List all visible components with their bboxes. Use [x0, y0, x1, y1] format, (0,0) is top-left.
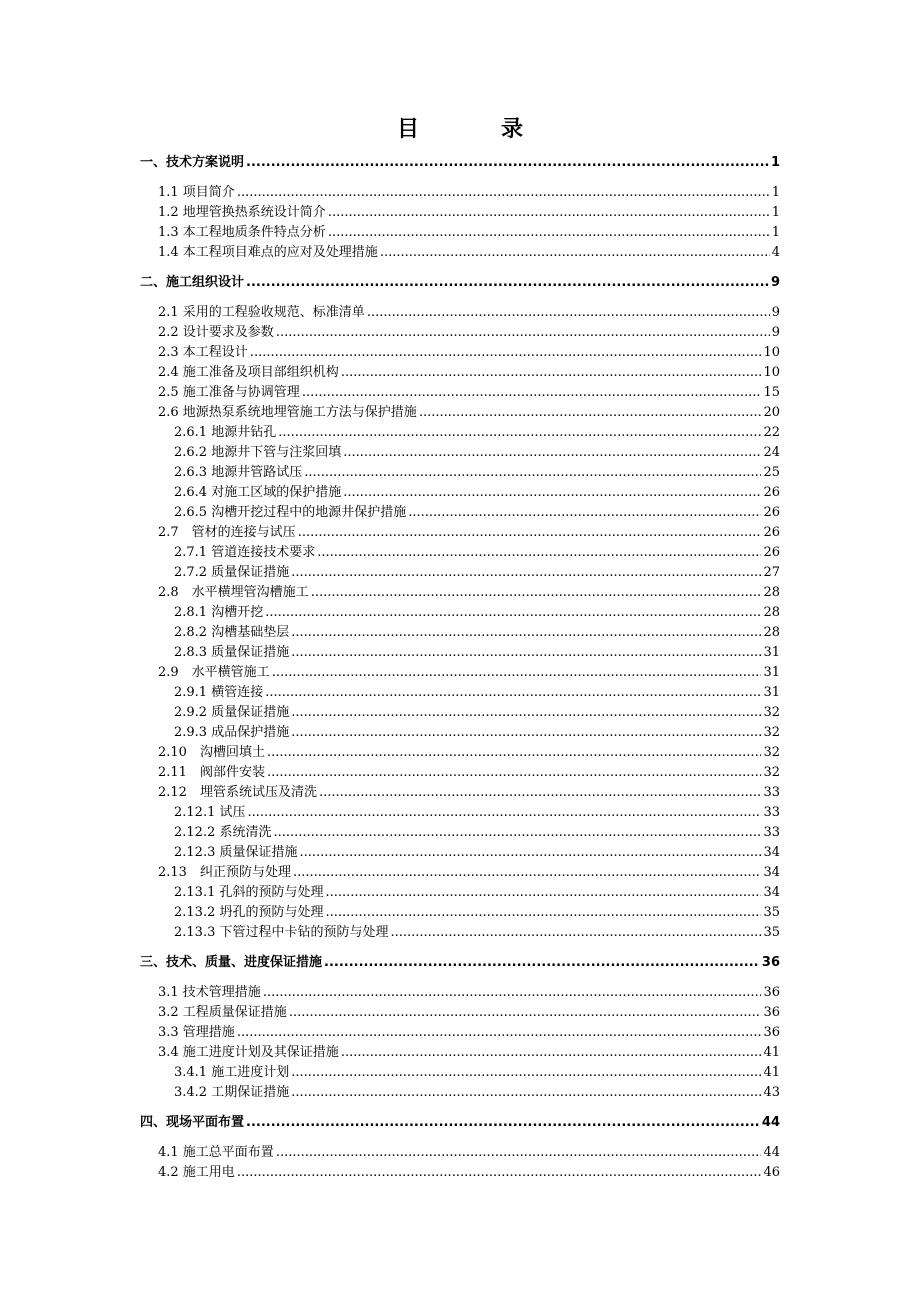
toc-entry[interactable]: [140, 1003, 780, 1023]
toc-entry[interactable]: [140, 903, 780, 923]
toc-entry-page-number: 31: [763, 645, 780, 660]
toc-entry[interactable]: [140, 663, 780, 683]
table-of-contents: [140, 153, 780, 1183]
toc-entry-label: 2.13.1 孔斜的预防与处理: [174, 885, 324, 900]
toc-entry-label: 2.6 地源热泵系统地埋管施工方法与保护措施: [158, 405, 417, 420]
toc-entry-label: 3.4.2 工期保证措施: [174, 1085, 290, 1100]
toc-dot-leader: [319, 783, 762, 803]
toc-entry-page-number: 1: [771, 185, 780, 200]
toc-dot-leader: [317, 543, 761, 563]
toc-entry-label: 2.3 本工程设计: [158, 345, 248, 360]
toc-dot-leader: [265, 683, 761, 703]
toc-entry[interactable]: [140, 383, 780, 403]
toc-entry[interactable]: [140, 423, 780, 443]
toc-entry-label: 一、技术方案说明: [140, 155, 245, 170]
toc-entry-label: 1.2 地埋管换热系统设计简介: [158, 205, 326, 220]
toc-entry-page-number: 9: [771, 305, 780, 320]
toc-dot-leader: [291, 1083, 761, 1103]
toc-dot-leader: [291, 1063, 761, 1083]
toc-dot-leader: [289, 1003, 762, 1023]
toc-entry[interactable]: [140, 843, 780, 863]
toc-dot-leader: [273, 823, 761, 843]
toc-dot-leader: [291, 643, 761, 663]
toc-dot-leader: [265, 603, 761, 623]
toc-entry-page-number: 28: [763, 585, 780, 600]
toc-entry-label: 2.1 采用的工程验收规范、标准清单: [158, 305, 365, 320]
toc-dot-leader: [291, 623, 761, 643]
toc-entry-page-number: 20: [763, 405, 780, 420]
toc-entry-page-number: 1: [771, 205, 780, 220]
toc-dot-leader: [276, 323, 770, 343]
toc-entry-page-number: 33: [763, 785, 780, 800]
toc-entry-label: 2.8.2 沟槽基础垫层: [174, 625, 290, 640]
toc-entry-page-number: 44: [763, 1145, 780, 1160]
toc-dot-leader: [299, 843, 761, 863]
toc-entry-page-number: 36: [761, 955, 780, 970]
toc-dot-leader: [390, 923, 761, 943]
toc-entry-page-number: 28: [763, 605, 780, 620]
toc-entry[interactable]: [140, 823, 780, 843]
toc-entry[interactable]: [140, 1163, 780, 1183]
toc-dot-leader: [367, 303, 770, 323]
toc-entry-page-number: 26: [763, 525, 780, 540]
toc-entry[interactable]: [140, 463, 780, 483]
toc-dot-leader: [328, 223, 770, 243]
toc-entry-page-number: 33: [763, 825, 780, 840]
toc-dot-leader: [247, 803, 761, 823]
toc-dot-leader: [246, 1113, 760, 1133]
toc-dot-leader: [237, 1023, 762, 1043]
toc-entry-label: 2.7 管材的连接与试压: [158, 525, 296, 540]
toc-entry[interactable]: [140, 363, 780, 383]
toc-entry-page-number: 22: [763, 425, 780, 440]
toc-entry-label: 2.12 埋管系统试压及清洗: [158, 785, 317, 800]
toc-entry-label: 2.6.3 地源井管路试压: [174, 465, 303, 480]
toc-entry-label: 4.1 施工总平面布置: [158, 1145, 274, 1160]
toc-dot-leader: [343, 483, 761, 503]
toc-entry-page-number: 10: [763, 365, 780, 380]
toc-entry[interactable]: [140, 1143, 780, 1163]
toc-entry[interactable]: [140, 203, 780, 223]
toc-entry-page-number: 35: [763, 925, 780, 940]
toc-dot-leader: [325, 883, 761, 903]
toc-entry-page-number: 36: [763, 1005, 780, 1020]
toc-entry-page-number: 33: [763, 805, 780, 820]
toc-entry-label: 2.8 水平横埋管沟槽施工: [158, 585, 309, 600]
toc-entry[interactable]: [140, 1043, 780, 1063]
toc-dot-leader: [263, 983, 762, 1003]
toc-dot-leader: [276, 1143, 762, 1163]
toc-entry-label: 4.2 施工用电: [158, 1165, 235, 1180]
toc-entry-page-number: 36: [763, 985, 780, 1000]
toc-dot-leader: [311, 583, 762, 603]
toc-entry[interactable]: [140, 863, 780, 883]
toc-entry-label: 2.12.1 试压: [174, 805, 246, 820]
toc-entry-label: 1.1 项目简介: [158, 185, 235, 200]
toc-entry-page-number: 35: [763, 905, 780, 920]
toc-dot-leader: [293, 863, 762, 883]
toc-entry[interactable]: [140, 1023, 780, 1043]
toc-entry-label: 2.13 纠正预防与处理: [158, 865, 291, 880]
toc-entry-label: 2.12.3 质量保证措施: [174, 845, 298, 860]
toc-entry[interactable]: [140, 403, 780, 423]
toc-entry-label: 2.6.4 对施工区域的保护措施: [174, 485, 342, 500]
toc-entry-page-number: 9: [770, 275, 780, 290]
toc-entry-page-number: 26: [763, 485, 780, 500]
toc-entry[interactable]: [140, 153, 780, 173]
toc-dot-leader: [237, 1163, 762, 1183]
toc-entry-label: 2.6.2 地源井下管与注浆回填: [174, 445, 342, 460]
toc-dot-leader: [341, 1043, 762, 1063]
toc-entry[interactable]: [140, 953, 780, 973]
toc-entry[interactable]: [140, 273, 780, 293]
toc-entry[interactable]: [140, 323, 780, 343]
toc-entry-page-number: 31: [763, 685, 780, 700]
toc-entry[interactable]: [140, 1113, 780, 1133]
toc-entry[interactable]: [140, 783, 780, 803]
toc-entry-page-number: 34: [763, 865, 780, 880]
toc-dot-leader: [267, 763, 762, 783]
toc-dot-leader: [250, 343, 762, 363]
page-title: 目 录: [396, 117, 553, 142]
toc-entry-page-number: 41: [763, 1045, 780, 1060]
toc-entry-page-number: 26: [763, 505, 780, 520]
toc-entry-page-number: 1: [771, 225, 780, 240]
toc-entry[interactable]: [140, 883, 780, 903]
toc-dot-leader: [419, 403, 762, 423]
toc-entry[interactable]: [140, 183, 780, 203]
toc-entry[interactable]: [140, 1083, 780, 1103]
toc-entry-label: 2.9 水平横管施工: [158, 665, 270, 680]
toc-dot-leader: [324, 953, 760, 973]
toc-entry-label: 2.11 阀部件安装: [158, 765, 265, 780]
toc-entry-label: 2.2 设计要求及参数: [158, 325, 274, 340]
toc-entry-page-number: 27: [763, 565, 780, 580]
toc-entry-label: 3.4 施工进度计划及其保证措施: [158, 1045, 339, 1060]
toc-entry[interactable]: [140, 583, 780, 603]
toc-entry-page-number: 32: [763, 725, 780, 740]
toc-entry[interactable]: [140, 983, 780, 1003]
toc-entry-page-number: 26: [763, 545, 780, 560]
toc-entry-label: 3.2 工程质量保证措施: [158, 1005, 287, 1020]
toc-entry-page-number: 36: [763, 1025, 780, 1040]
toc-entry-label: 三、技术、质量、进度保证措施: [140, 955, 323, 970]
toc-entry-page-number: 32: [763, 765, 780, 780]
toc-dot-leader: [291, 703, 761, 723]
toc-entry[interactable]: [140, 643, 780, 663]
toc-entry-page-number: 4: [771, 245, 780, 260]
toc-entry-page-number: 1: [770, 155, 780, 170]
toc-entry-label: 2.13.3 下管过程中卡钻的预防与处理: [174, 925, 389, 940]
toc-dot-leader: [267, 743, 762, 763]
toc-entry[interactable]: [140, 763, 780, 783]
toc-entry[interactable]: [140, 923, 780, 943]
toc-dot-leader: [380, 243, 770, 263]
toc-entry-label: 2.7.2 质量保证措施: [174, 565, 290, 580]
toc-entry-label: 2.8.1 沟槽开挖: [174, 605, 264, 620]
toc-entry-label: 3.4.1 施工进度计划: [174, 1065, 290, 1080]
toc-dot-leader: [302, 383, 762, 403]
toc-entry-label: 2.13.2 坍孔的预防与处理: [174, 905, 324, 920]
toc-dot-leader: [272, 663, 762, 683]
toc-dot-leader: [304, 463, 761, 483]
toc-entry[interactable]: [140, 523, 780, 543]
toc-entry-label: 1.4 本工程项目难点的应对及处理措施: [158, 245, 378, 260]
toc-entry[interactable]: [140, 683, 780, 703]
toc-dot-leader: [328, 203, 770, 223]
toc-entry-label: 2.8.3 质量保证措施: [174, 645, 290, 660]
toc-entry-label: 2.9.2 质量保证措施: [174, 705, 290, 720]
toc-entry-label: 2.4 施工准备及项目部组织机构: [158, 365, 339, 380]
toc-entry-label: 2.9.3 成品保护措施: [174, 725, 290, 740]
toc-entry[interactable]: [140, 483, 780, 503]
toc-entry[interactable]: [140, 503, 780, 523]
toc-entry[interactable]: [140, 443, 780, 463]
toc-entry-label: 2.10 沟槽回填土: [158, 745, 265, 760]
toc-entry-page-number: 32: [763, 745, 780, 760]
toc-dot-leader: [246, 273, 769, 293]
toc-entry[interactable]: [140, 743, 780, 763]
toc-entry[interactable]: [140, 243, 780, 263]
toc-entry[interactable]: [140, 223, 780, 243]
toc-entry-page-number: 28: [763, 625, 780, 640]
toc-entry-label: 2.9.1 横管连接: [174, 685, 264, 700]
toc-entry-page-number: 43: [763, 1085, 780, 1100]
toc-entry-label: 四、现场平面布置: [140, 1115, 245, 1130]
toc-entry-page-number: 46: [763, 1165, 780, 1180]
toc-entry[interactable]: [140, 543, 780, 563]
toc-entry[interactable]: [140, 803, 780, 823]
toc-entry-page-number: 24: [763, 445, 780, 460]
toc-entry-page-number: 44: [761, 1115, 780, 1130]
toc-dot-leader: [343, 443, 761, 463]
toc-dot-leader: [408, 503, 761, 523]
toc-dot-leader: [237, 183, 770, 203]
toc-entry[interactable]: [140, 603, 780, 623]
toc-entry[interactable]: [140, 1063, 780, 1083]
toc-entry-label: 2.7.1 管道连接技术要求: [174, 545, 316, 560]
toc-entry-page-number: 10: [763, 345, 780, 360]
toc-entry-label: 2.6.5 沟槽开挖过程中的地源井保护措施: [174, 505, 407, 520]
toc-dot-leader: [298, 523, 762, 543]
toc-entry-page-number: 9: [771, 325, 780, 340]
toc-entry-page-number: 25: [763, 465, 780, 480]
toc-dot-leader: [325, 903, 761, 923]
toc-entry[interactable]: [140, 563, 780, 583]
toc-entry-label: 1.3 本工程地质条件特点分析: [158, 225, 326, 240]
toc-entry-label: 3.1 技术管理措施: [158, 985, 261, 1000]
toc-entry-label: 二、施工组织设计: [140, 275, 245, 290]
toc-entry-label: 3.3 管理措施: [158, 1025, 235, 1040]
toc-entry-page-number: 34: [763, 885, 780, 900]
toc-dot-leader: [246, 153, 769, 173]
toc-entry[interactable]: [140, 723, 780, 743]
toc-dot-leader: [291, 723, 761, 743]
toc-entry-page-number: 15: [763, 385, 780, 400]
toc-entry[interactable]: [140, 343, 780, 363]
toc-dot-leader: [291, 563, 761, 583]
toc-dot-leader: [341, 363, 762, 383]
toc-entry[interactable]: [140, 623, 780, 643]
toc-entry-page-number: 41: [763, 1065, 780, 1080]
toc-dot-leader: [278, 423, 761, 443]
toc-entry-label: 2.12.2 系统清洗: [174, 825, 272, 840]
toc-entry-label: 2.6.1 地源井钻孔: [174, 425, 277, 440]
toc-entry-page-number: 32: [763, 705, 780, 720]
toc-entry-label: 2.5 施工准备与协调管理: [158, 385, 300, 400]
toc-entry[interactable]: [140, 703, 780, 723]
toc-entry-page-number: 34: [763, 845, 780, 860]
toc-entry[interactable]: [140, 303, 780, 323]
toc-entry-page-number: 31: [763, 665, 780, 680]
